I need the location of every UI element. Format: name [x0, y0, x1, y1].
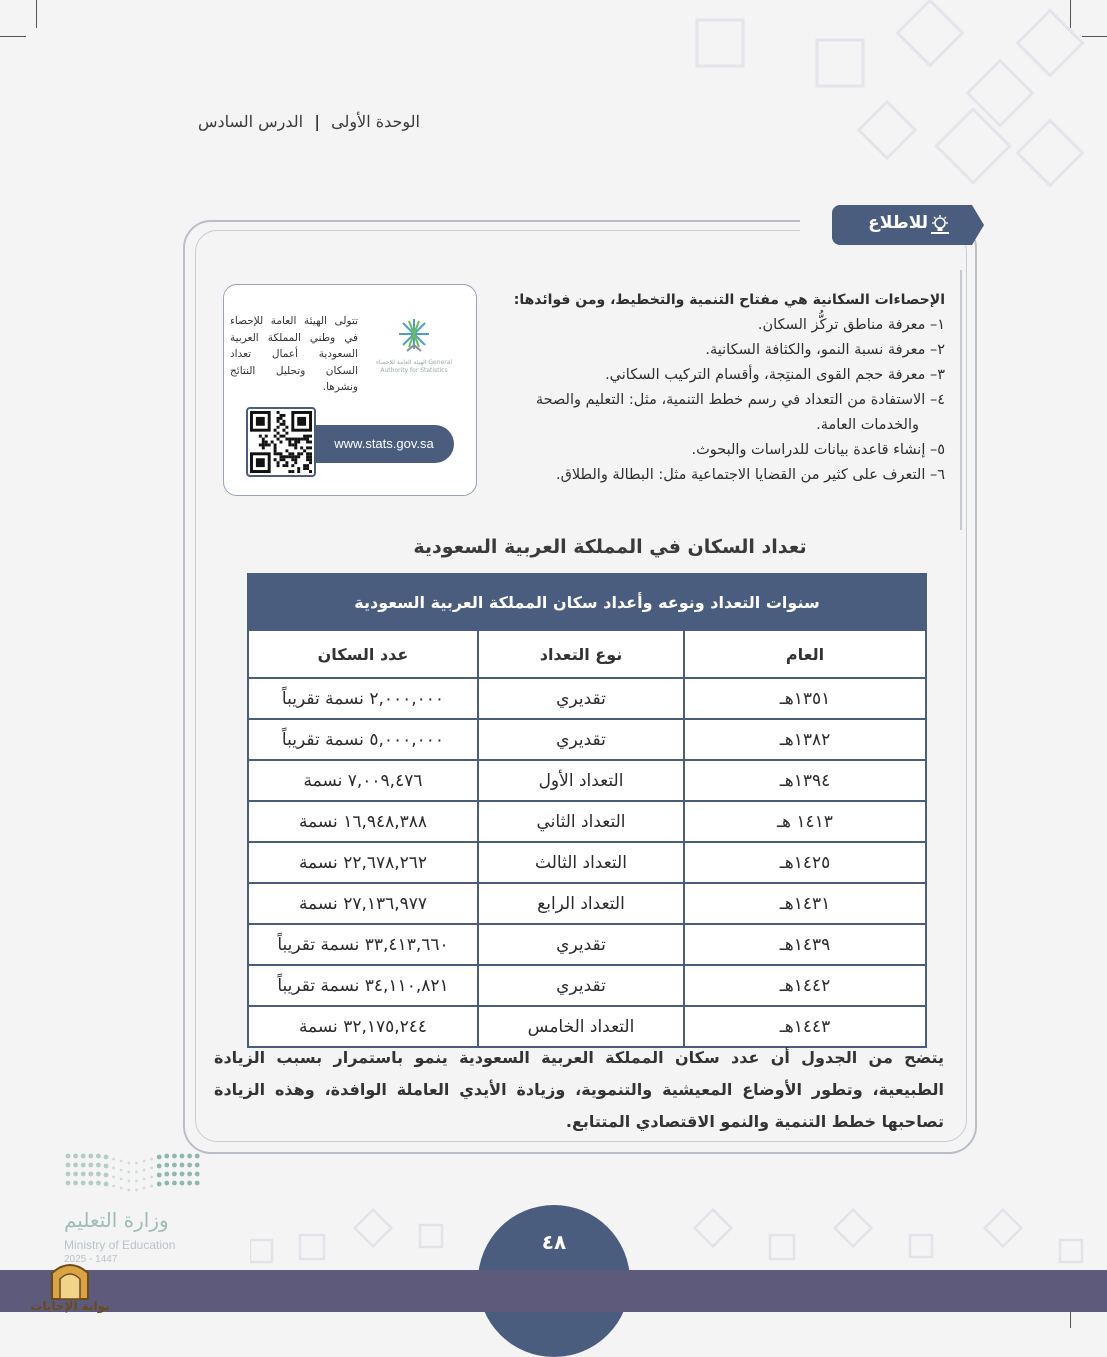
cell-census-type: تقديري	[478, 719, 684, 760]
crop-mark	[36, 0, 37, 28]
cell-year: ١٤١٣ هـ	[684, 801, 926, 842]
table-row	[248, 760, 926, 801]
cell-year: ١٤٣٩هـ	[684, 924, 926, 965]
cell-census-type: التعداد الثالث	[478, 842, 684, 883]
unit-title: الوحدة الأولى	[331, 112, 420, 131]
cell-population: ٣٤,١١٠,٨٢١ نسمة تقريباً	[248, 965, 478, 1006]
table-row	[248, 1006, 926, 1047]
cell-census-type: التعداد الخامس	[478, 1006, 684, 1047]
website-link[interactable]: www.stats.gov.sa	[314, 425, 454, 463]
cell-census-type: التعداد الرابع	[478, 883, 684, 924]
table-row	[248, 924, 926, 965]
ministry-name-en: Ministry of Education	[64, 1238, 176, 1252]
cell-population: ٢٢,٦٧٨,٢٦٢ نسمة	[248, 842, 478, 883]
cell-year: ١٤٣١هـ	[684, 883, 926, 924]
cell-census-type: تقديري	[478, 678, 684, 719]
badge-arrow	[972, 205, 984, 245]
footer-bar	[0, 1270, 1107, 1312]
table-body	[248, 678, 926, 1047]
stats-authority-logo	[369, 315, 459, 377]
table-row	[248, 883, 926, 924]
cell-census-type: التعداد الأول	[478, 760, 684, 801]
qr-code-icon	[250, 411, 312, 473]
cell-census-type: تقديري	[478, 965, 684, 1006]
crop-mark	[0, 36, 26, 37]
benefits-intro: الإحصاءات السكانية هي مفتاح التنمية والتخطيط، ومن فوائدها:	[513, 292, 945, 308]
ministry-name-ar: وزارة التعليم	[64, 1208, 169, 1232]
summary-paragraph: يتضح من الجدول أن عدد سكان المملكة العربية السعودية ينمو باستمرار بسبب الزيادة الطبيعية، وتطور الأوضاع المعيشية والتنموية، وزيادة الأيدي العاملة الوافدة، وهذه الزيادة تصاحبها خطط التنمية والنمو الاقتصادي المتتابع.	[214, 1048, 944, 1131]
cell-population: ٥,٠٠٠,٠٠٠ نسمة تقريباً	[248, 719, 478, 760]
column-header-year: العام	[684, 630, 926, 678]
stats-authority-card	[223, 284, 477, 496]
vertical-rule	[960, 270, 962, 530]
cell-population: ٧,٠٠٩,٤٧٦ نسمة	[248, 760, 478, 801]
cell-population: ٢,٠٠٠,٠٠٠ نسمة تقريباً	[248, 678, 478, 719]
benefit-item: ٤– الاستفادة من التعداد في رسم خطط التنمية، مثل: التعليم والصحة	[535, 392, 945, 408]
cell-year: ١٣٨٢هـ	[684, 719, 926, 760]
badge-label: للاطلاع	[868, 213, 928, 233]
info-badge	[832, 205, 972, 245]
authority-description: تتولى الهيئة العامة للإحصاء في وطني المملكة العربية السعودية أعمال تعداد السكان وتحليل النتائج ونشرها.	[230, 315, 358, 393]
cell-year: ١٣٥١هـ	[684, 678, 926, 719]
table-caption: سنوات التعداد ونوعه وأعداد سكان المملكة العربية السعودية	[248, 574, 926, 630]
edition-year: 2025 - 1447	[64, 1254, 118, 1265]
benefit-item: ٢– معرفة نسبة النمو، والكثافة السكانية.	[705, 342, 945, 358]
cell-population: ٢٧,١٣٦,٩٧٧ نسمة	[248, 883, 478, 924]
cell-year: ١٣٩٤هـ	[684, 760, 926, 801]
background-pattern	[647, 0, 1107, 230]
portal-name: بوابة الإجابات	[30, 1299, 110, 1313]
cell-census-type: تقديري	[478, 924, 684, 965]
logo-mark-icon	[369, 315, 459, 359]
benefits-list	[495, 288, 945, 488]
footer-pattern	[250, 1195, 1107, 1270]
cell-population: ١٦,٩٤٨,٣٨٨ نسمة	[248, 801, 478, 842]
lesson-title: الدرس السادس	[197, 112, 304, 131]
cell-population: ٣٣,٤١٣,٦٦٠ نسمة تقريباً	[248, 924, 478, 965]
benefit-item-continuation: والخدمات العامة.	[816, 417, 919, 433]
crop-mark	[1070, 1310, 1071, 1328]
population-table	[247, 573, 927, 1048]
table-row	[248, 842, 926, 883]
benefit-item: ٥– إنشاء قاعدة بيانات للدراسات والبحوث.	[691, 442, 945, 458]
portal-watermark	[30, 1255, 110, 1315]
qr-code[interactable]	[246, 407, 316, 477]
benefit-item: ١– معرفة مناطق تركُّز السكان.	[757, 317, 945, 333]
table-row	[248, 719, 926, 760]
column-header-population: عدد السكان	[248, 630, 478, 678]
lightbulb-icon	[930, 215, 950, 235]
ministry-logo	[60, 1150, 210, 1270]
cell-year: ١٤٢٥هـ	[684, 842, 926, 883]
cell-census-type: التعداد الثاني	[478, 801, 684, 842]
header-separator: |	[314, 112, 321, 131]
column-header-type: نوع التعداد	[478, 630, 684, 678]
portal-logo-icon	[30, 1255, 110, 1301]
page-number: ٤٨	[541, 1230, 567, 1254]
table-row	[248, 678, 926, 719]
ministry-dots-icon	[64, 1150, 204, 1200]
table-title: تعداد السكان في المملكة العربية السعودية	[413, 536, 807, 558]
table-row	[248, 965, 926, 1006]
benefit-item: ٣– معرفة حجم القوى المنتِجة، وأقسام التركيب السكاني.	[605, 367, 945, 383]
page-header	[180, 112, 420, 131]
table-row	[248, 801, 926, 842]
cell-year: ١٤٤٣هـ	[684, 1006, 926, 1047]
cell-population: ٣٢,١٧٥,٢٤٤ نسمة	[248, 1006, 478, 1047]
benefit-item: ٦– التعرف على كثير من القضايا الاجتماعية مثل: البطالة والطلاق.	[555, 467, 945, 483]
logo-caption: الهيئة العامة للإحصاء General Authority for Statistics	[375, 359, 453, 374]
cell-year: ١٤٤٢هـ	[684, 965, 926, 1006]
